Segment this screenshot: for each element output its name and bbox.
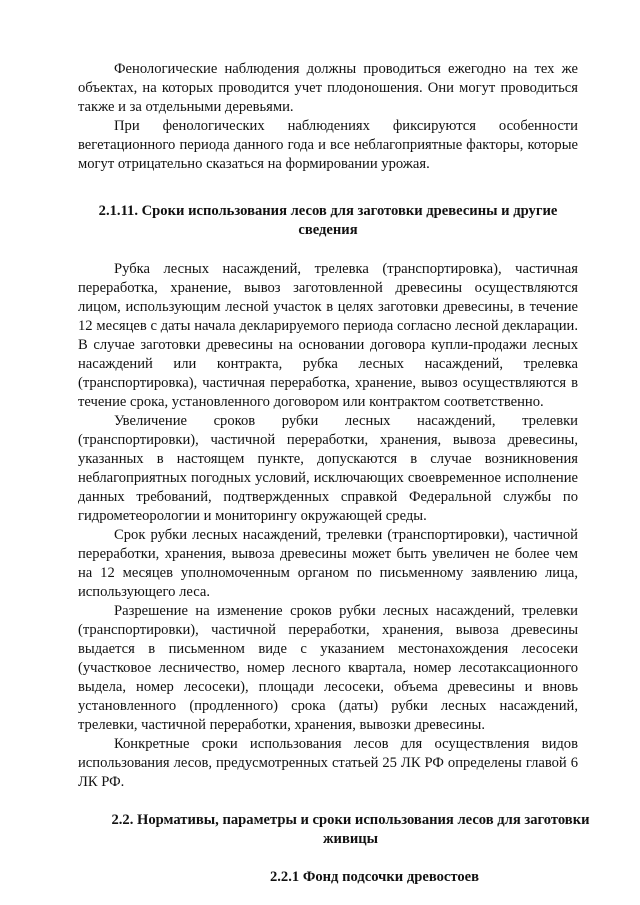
section-2-1-11-paragraph-5: Конкретные сроки использования лесов для осуществления видов использования лесов, предусмотренных статьей 25 ЛК РФ определены главой 6 ЛК РФ. — [78, 736, 578, 790]
section-2-2 — [78, 811, 603, 887]
intro-section — [78, 60, 578, 174]
section-2-1-11-paragraph-4: Разрешение на изменение сроков рубки лесных насаждений, трелевки (транспортировки), частичной переработки, хранения, вывоза древесины выдается в письменном виде с указанием местонахождения лесосеки (участковое лесничество, номер лесного квартала, номер лесотаксационного выдела, номер лесосеки), площади лесосеки, объема древесины и вновь установленного (продленного) срока (даты) рубки лесных насаждений, трелевки, частичной переработки, хранения, вывозки древесины. — [78, 603, 578, 733]
document-page — [78, 60, 590, 887]
section-2-1-11-paragraph-2: Увеличение сроков рубки лесных насаждений, трелевки (транспортировки), частичной переработки, хранения, вывоза древесины, указанных в настоящем пункте, допускаются в случае возникновения неблагоприятных погодных условий, исключающих своевременное исполнение данных требований, подтвержденных справкой Федеральной службы по гидрометеорологии и мониторингу окружающей среды. — [78, 413, 578, 524]
intro-paragraph-2: При фенологических наблюдениях фиксируются особенности вегетационного периода данного года и все неблагоприятные факторы, которые могут отрицательно сказаться на формировании урожая. — [78, 118, 578, 172]
intro-paragraph-1: Фенологические наблюдения должны проводиться ежегодно на тех же объектах, на которых проводится учет плодоношения. Они могут проводиться также и за отдельными деревьями. — [78, 61, 578, 115]
section-2-1-11-heading: 2.1.11. Сроки использования лесов для заготовки древесины и другие сведения — [98, 203, 558, 238]
section-2-2-heading: 2.2. Нормативы, параметры и сроки использования лесов для заготовки живицы — [111, 812, 590, 847]
section-2-2-1-heading: 2.2.1 Фонд подсочки древостоев — [269, 869, 480, 885]
section-2-1-11 — [78, 202, 578, 792]
section-2-1-11-paragraph-3: Срок рубки лесных насаждений, трелевки (транспортировки), частичной переработки, хранения, вывоза древесины может быть увеличен не более чем на 12 месяцев уполномоченным органом по письменному заявлению лица, использующего леса. — [78, 527, 578, 600]
section-2-1-11-paragraph-1: Рубка лесных насаждений, трелевка (транспортировка), частичная переработка, хранение, вывоз заготовленной древесины осуществляются лицом, использующим лесной участок в целях заготовки древесины, в течение 12 месяцев с даты начала декларируемого периода согласно лесной декларации. В случае заготовки древесины на основании договора купли-продажи лесных насаждений или контракта, рубка лесных насаждений, трелевка (транспортировка), частичная переработка, хранение, вывоз осуществляются в течение срока, установленного договором или контрактом соответственно. — [78, 261, 578, 410]
